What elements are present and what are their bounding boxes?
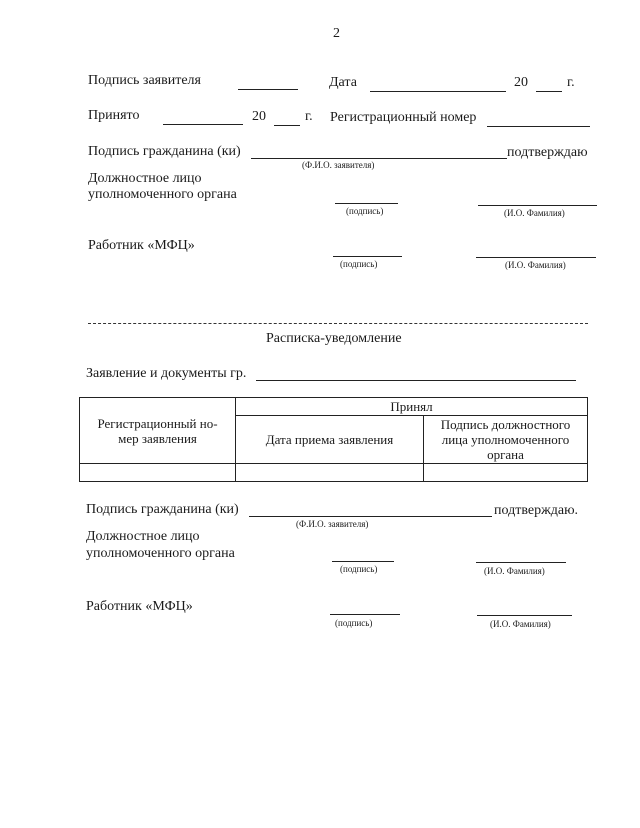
statement-label: Заявление и документы гр.	[86, 366, 247, 381]
receipt-fio-hint: (Ф.И.О. заявителя)	[296, 519, 369, 529]
official-signature-header-line2: лица уполномоченного	[441, 432, 570, 447]
date-line[interactable]	[370, 91, 506, 92]
official-signature-header-line3: органа	[487, 447, 524, 462]
receipt-mfc-signature-line[interactable]	[330, 614, 400, 615]
date-year-line[interactable]	[536, 91, 562, 92]
applicant-signature-label: Подпись заявителя	[88, 73, 201, 88]
receipt-mfc-worker-label: Работник «МФЦ»	[86, 599, 193, 614]
official-signature-header-line1: Подпись должностного	[440, 417, 571, 432]
receipt-official-label-line2: уполномоченного органа	[86, 546, 235, 561]
accepted-date-line[interactable]	[163, 124, 243, 125]
date-year-suffix: г.	[567, 75, 575, 90]
citizen-signature-label: Подпись гражданина (ки)	[88, 144, 241, 159]
mfc-name-hint: (И.О. Фамилия)	[505, 260, 566, 270]
receipt-official-label-line1: Должностное лицо	[86, 529, 200, 544]
receipt-official-signature-line[interactable]	[332, 561, 394, 562]
receipt-mfc-name-hint: (И.О. Фамилия)	[490, 619, 551, 629]
official-signature-header	[424, 416, 588, 464]
date-received-header: Дата приема заявления	[236, 416, 424, 464]
statement-line[interactable]	[256, 380, 576, 381]
receipt-title: Расписка-уведомление	[266, 331, 402, 346]
accepted-year-line[interactable]	[274, 125, 300, 126]
receipt-official-name-line[interactable]	[476, 562, 566, 563]
reg-number-cell[interactable]	[80, 464, 236, 482]
receipt-official-name-hint: (И.О. Фамилия)	[484, 566, 545, 576]
date-received-cell[interactable]	[236, 464, 424, 482]
official-signature-hint: (подпись)	[346, 206, 384, 216]
official-name-hint: (И.О. Фамилия)	[504, 208, 565, 218]
accepted-year-suffix: г.	[305, 109, 313, 124]
receipt-mfc-name-line[interactable]	[477, 615, 572, 616]
reg-number-label: Регистрационный номер	[330, 110, 477, 125]
mfc-signature-line[interactable]	[333, 256, 402, 257]
receipt-citizen-signature-label: Подпись гражданина (ки)	[86, 502, 239, 517]
cut-line	[88, 323, 588, 324]
confirm-text: подтверждаю	[507, 145, 588, 160]
receipt-table	[79, 397, 588, 482]
receipt-citizen-fio-line[interactable]	[249, 516, 492, 517]
reg-number-header	[80, 398, 236, 464]
reg-number-line[interactable]	[487, 126, 590, 127]
receipt-mfc-signature-hint: (подпись)	[335, 618, 373, 628]
accepted-year-prefix: 20	[252, 109, 266, 124]
official-signature-line[interactable]	[335, 203, 398, 204]
receipt-official-signature-hint: (подпись)	[340, 564, 378, 574]
applicant-signature-line[interactable]	[238, 89, 298, 90]
date-label: Дата	[329, 75, 357, 90]
reg-number-header-line1: Регистрационный но-	[97, 415, 218, 431]
citizen-fio-line[interactable]	[251, 158, 507, 159]
mfc-name-line[interactable]	[476, 257, 596, 258]
accepted-header: Принял	[236, 398, 588, 416]
official-label-line2: уполномоченного органа	[88, 187, 237, 202]
official-label-line1: Должностное лицо	[88, 171, 202, 186]
date-year-prefix: 20	[514, 75, 528, 90]
reg-number-header-line2: мер заявления	[118, 430, 197, 446]
receipt-confirm-text: подтверждаю.	[494, 503, 579, 518]
mfc-worker-label: Работник «МФЦ»	[88, 238, 195, 253]
official-signature-cell[interactable]	[424, 464, 588, 482]
fio-hint: (Ф.И.О. заявителя)	[302, 160, 375, 170]
mfc-signature-hint: (подпись)	[340, 259, 378, 269]
accepted-label: Принято	[88, 108, 140, 123]
page-number: 2	[333, 26, 340, 41]
official-name-line[interactable]	[478, 205, 597, 206]
